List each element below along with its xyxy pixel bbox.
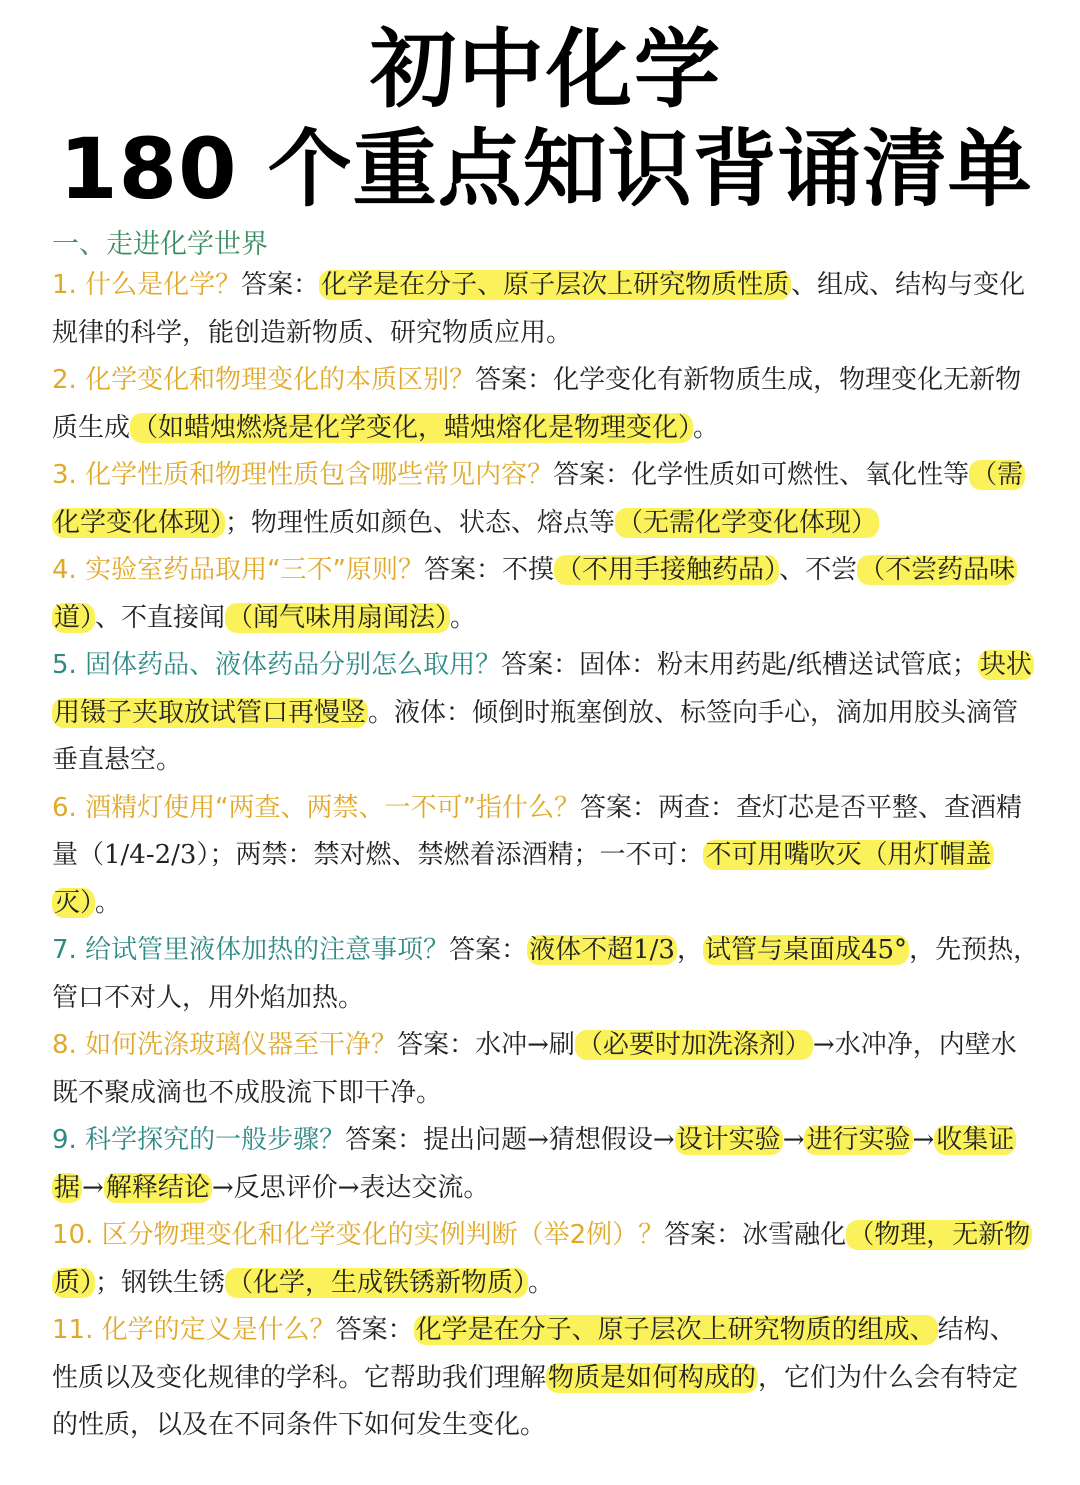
question: 10. 区分物理变化和化学变化的实例判断（举2例）？ xyxy=(52,1220,665,1250)
highlighted-answer: 化学是在分子、原子层次上研究物质的组成、 xyxy=(415,1315,936,1345)
highlighted-answer: 化学是在分子、原子层次上研究物质性质 xyxy=(321,270,790,300)
answer-text: 、不直接闻 xyxy=(95,602,226,633)
highlighted-answer: （不尝药品味道） xyxy=(54,555,1016,633)
answer-text: →水冲净，内壁水既不聚成滴也不成股流下即干净。 xyxy=(52,1030,1017,1108)
qa-item-6 xyxy=(52,785,1040,928)
answer-prefix: 答案： xyxy=(580,792,659,823)
answer-text: 。 xyxy=(528,1267,555,1298)
highlighted-answer: （物理，无新物质） xyxy=(54,1220,1031,1298)
answer-text: 固体：粉末用药匙/纸槽送试管底； xyxy=(579,650,978,680)
answer-text: 两查：查灯芯是否平整、查酒精量（1/4-2/3）；两禁：禁对燃、禁燃着添酒精；一不可： xyxy=(52,792,1023,870)
answer-text: →反思评价→表达交流。 xyxy=(211,1172,490,1203)
highlighted-answer: 收集证据 xyxy=(54,1125,1015,1203)
qa-item-8 xyxy=(52,1022,1040,1117)
answer-prefix: 答案： xyxy=(241,270,320,300)
answer-text: ，先预热，管口不对人，用外焰加热。 xyxy=(52,935,1040,1013)
question: 7. 给试管里液体加热的注意事项？ xyxy=(52,935,450,965)
qa-item-9 xyxy=(52,1117,1040,1212)
qa-item-7 xyxy=(52,927,1040,1022)
qa-item-4 xyxy=(52,547,1040,642)
question: 9. 科学探究的一般步骤？ xyxy=(52,1125,346,1155)
qa-item-11 xyxy=(52,1307,1040,1450)
qa-item-10 xyxy=(52,1212,1040,1307)
question: 3. 化学性质和物理性质包含哪些常见内容？ xyxy=(52,460,554,490)
answer-text: ；物理性质如颜色、状态、熔点等 xyxy=(225,507,616,538)
answer-prefix: 答案： xyxy=(424,555,503,585)
question: 6. 酒精灯使用“两查、两禁、一不可”指什么？ xyxy=(52,792,581,823)
answer-text: 水冲→刷 xyxy=(475,1030,575,1060)
question: 5. 固体药品、液体药品分别怎么取用？ xyxy=(52,650,502,680)
section-heading: 一、走进化学世界 xyxy=(52,229,268,260)
answer-prefix: 答案： xyxy=(335,1315,414,1345)
answer-text: 化学变化有新物质生成，物理变化无新物质生成 xyxy=(52,365,1022,443)
highlighted-answer: 不可用嘴吹灭（用灯帽盖灭） xyxy=(54,840,992,918)
answer-text: 。 xyxy=(693,412,720,443)
answer-text: 。液体：倾倒时瓶塞倒放、标签向手心，滴加用胶头滴管垂直悬空。 xyxy=(52,697,1019,775)
page xyxy=(0,22,1080,1485)
highlighted-answer: 进行实验 xyxy=(806,1125,911,1155)
highlighted-answer: （需化学变化体现） xyxy=(54,460,1024,538)
answer-text: ；钢铁生锈 xyxy=(95,1267,226,1298)
title-line-2: 180 个重点知识背诵清单 xyxy=(59,120,1033,218)
answer-text: → xyxy=(82,1172,104,1203)
qa-item-3 xyxy=(52,452,1040,547)
highlighted-answer: （必要时加洗涤剂） xyxy=(576,1030,811,1060)
answer-prefix: 答案： xyxy=(449,935,528,965)
highlighted-answer: （如蜡烛燃烧是化学变化，蜡烛熔化是物理变化） xyxy=(132,412,692,443)
answer-text: 。 xyxy=(95,887,122,918)
highlighted-answer: （不用手接触药品） xyxy=(556,555,778,585)
answer-prefix: 答案： xyxy=(345,1125,424,1155)
highlighted-answer: （化学，生成铁锈新物质） xyxy=(227,1267,527,1298)
answer-text: ，它们为什么会有特定的性质，以及在不同条件下如何发生变化。 xyxy=(52,1362,1019,1440)
answer-prefix: 答案： xyxy=(501,650,580,680)
highlighted-answer: 块状用镊子夹取放试管口再慢竖 xyxy=(54,650,1032,728)
answer-prefix: 答案： xyxy=(664,1220,743,1250)
highlighted-answer: 试管与桌面成45° xyxy=(704,935,908,965)
answer-prefix: 答案： xyxy=(553,460,632,490)
qa-item-5 xyxy=(52,642,1040,785)
answer-text: 、组成、结构与变化规律的科学，能创造新物质、研究物质应用。 xyxy=(52,270,1026,348)
answer-text: 不摸 xyxy=(502,555,555,585)
answer-text: 化学性质如可燃性、氧化性等 xyxy=(631,460,970,490)
qa-item-1 xyxy=(52,262,1040,357)
highlighted-answer: （无需化学变化体现） xyxy=(617,507,878,538)
highlighted-answer: 设计实验 xyxy=(676,1125,781,1155)
answer-text: → xyxy=(782,1125,805,1155)
question: 4. 实验室药品取用“三不”原则？ xyxy=(52,555,425,585)
answer-prefix: 答案： xyxy=(397,1030,476,1060)
highlighted-answer: 液体不超1/3 xyxy=(529,935,675,965)
answer-text: 提出问题→猜想假设→ xyxy=(423,1125,675,1155)
answer-text: 。 xyxy=(450,602,477,633)
question: 1. 什么是化学？ xyxy=(52,270,242,300)
answer-text: → xyxy=(912,1125,935,1155)
question: 2. 化学变化和物理变化的本质区别？ xyxy=(52,365,476,395)
highlighted-answer: （闻气味用扇闻法） xyxy=(227,602,449,633)
question: 11. 化学的定义是什么？ xyxy=(52,1315,336,1345)
question: 8. 如何洗涤玻璃仪器至干净？ xyxy=(52,1030,398,1060)
answer-prefix: 答案： xyxy=(475,365,554,395)
title-line-1: 初中化学 xyxy=(370,20,722,120)
highlighted-answer: 物质是如何构成的 xyxy=(548,1362,757,1393)
qa-item-2 xyxy=(52,357,1040,452)
highlighted-answer: 解释结论 xyxy=(105,1172,210,1203)
answer-text: ， xyxy=(676,935,703,965)
answer-text: 、不尝 xyxy=(779,555,858,585)
answer-text: 冰雪融化 xyxy=(742,1220,847,1250)
answer-text: 结构、性质以及变化规律的学科。它帮助我们理解 xyxy=(52,1315,1016,1393)
